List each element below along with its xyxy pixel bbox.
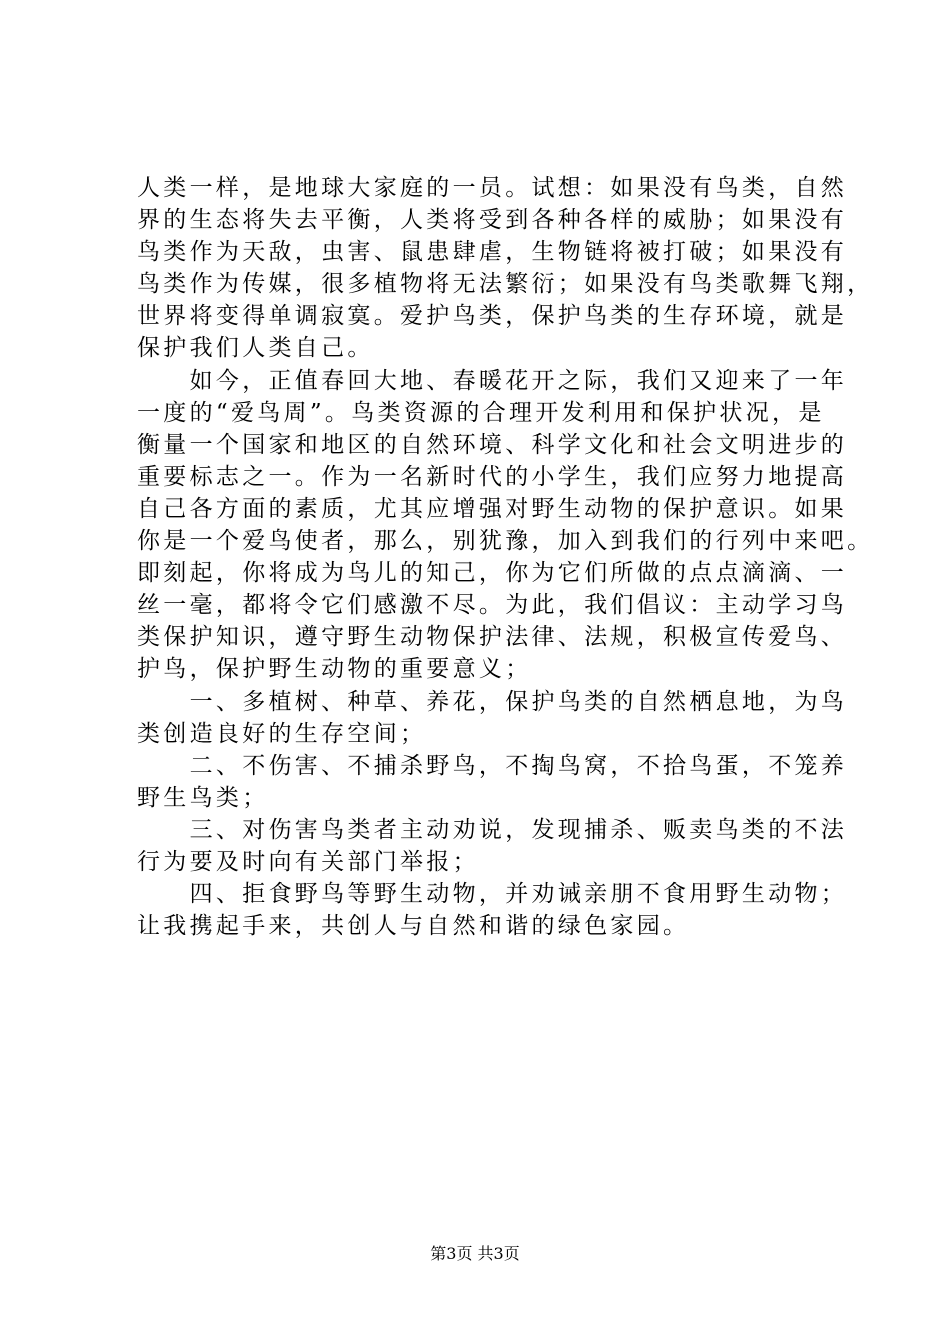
text-line: 类创造良好的生存空间；	[137, 720, 427, 747]
text-line: 保护我们人类自己。	[137, 335, 374, 362]
text-line: 三、对伤害鸟类者主动劝说，发现捕杀、贩卖鸟类的不法	[137, 816, 848, 843]
text-line: 一、多植树、种草、养花，保护鸟类的自然栖息地，为鸟	[137, 688, 848, 715]
text-line: 二、不伤害、不捕杀野鸟，不掏鸟窝，不拾鸟蛋，不笼养	[137, 752, 848, 779]
text-line: 四、拒食野鸟等野生动物，并劝诫亲朋不食用野生动物；	[137, 881, 848, 908]
body-text	[137, 172, 874, 942]
text-line: 界的生态将失去平衡，人类将受到各种各样的威胁；如果没有	[137, 207, 848, 234]
text-line: 如今，正值春回大地、春暖花开之际，我们又迎来了一年	[137, 367, 848, 394]
text-line: 一度的“爱鸟周”。鸟类资源的合理开发利用和保护状况，是	[137, 399, 825, 426]
text-line: 即刻起，你将成为鸟儿的知己，你为它们所做的点点滴滴、一	[137, 560, 848, 587]
text-line: 护鸟，保护野生动物的重要意义；	[137, 656, 532, 683]
page-number-footer: 第3页 共3页	[430, 1244, 520, 1263]
text-line: 鸟类作为传媒，很多植物将无法繁衍；如果没有鸟类歌舞飞翔，	[137, 271, 874, 298]
text-line: 让我携起手来，共创人与自然和谐的绿色家园。	[137, 913, 690, 940]
text-line: 类保护知识，遵守野生动物保护法律、法规，积极宣传爱鸟、	[137, 624, 848, 651]
text-line: 人类一样，是地球大家庭的一员。试想：如果没有鸟类，自然	[137, 175, 848, 201]
text-line: 世界将变得单调寂寞。爱护鸟类，保护鸟类的生存环境，就是	[137, 303, 848, 330]
text-line: 鸟类作为天敌，虫害、鼠患肆虐，生物链将被打破；如果没有	[137, 239, 848, 266]
text-line: 衡量一个国家和地区的自然环境、科学文化和社会文明进步的	[137, 431, 848, 458]
text-line: 丝一毫，都将令它们感激不尽。为此，我们倡议：主动学习鸟	[137, 592, 848, 619]
text-line: 行为要及时向有关部门举报；	[137, 848, 479, 875]
text-line: 你是一个爱鸟使者，那么，别犹豫，加入到我们的行列中来吧。	[137, 528, 874, 555]
text-line: 野生鸟类；	[137, 784, 269, 811]
text-line: 自己各方面的素质，尤其应增强对野生动物的保护意识。如果	[137, 495, 848, 522]
text-line: 重要标志之一。作为一名新时代的小学生，我们应努力地提高	[137, 463, 848, 490]
